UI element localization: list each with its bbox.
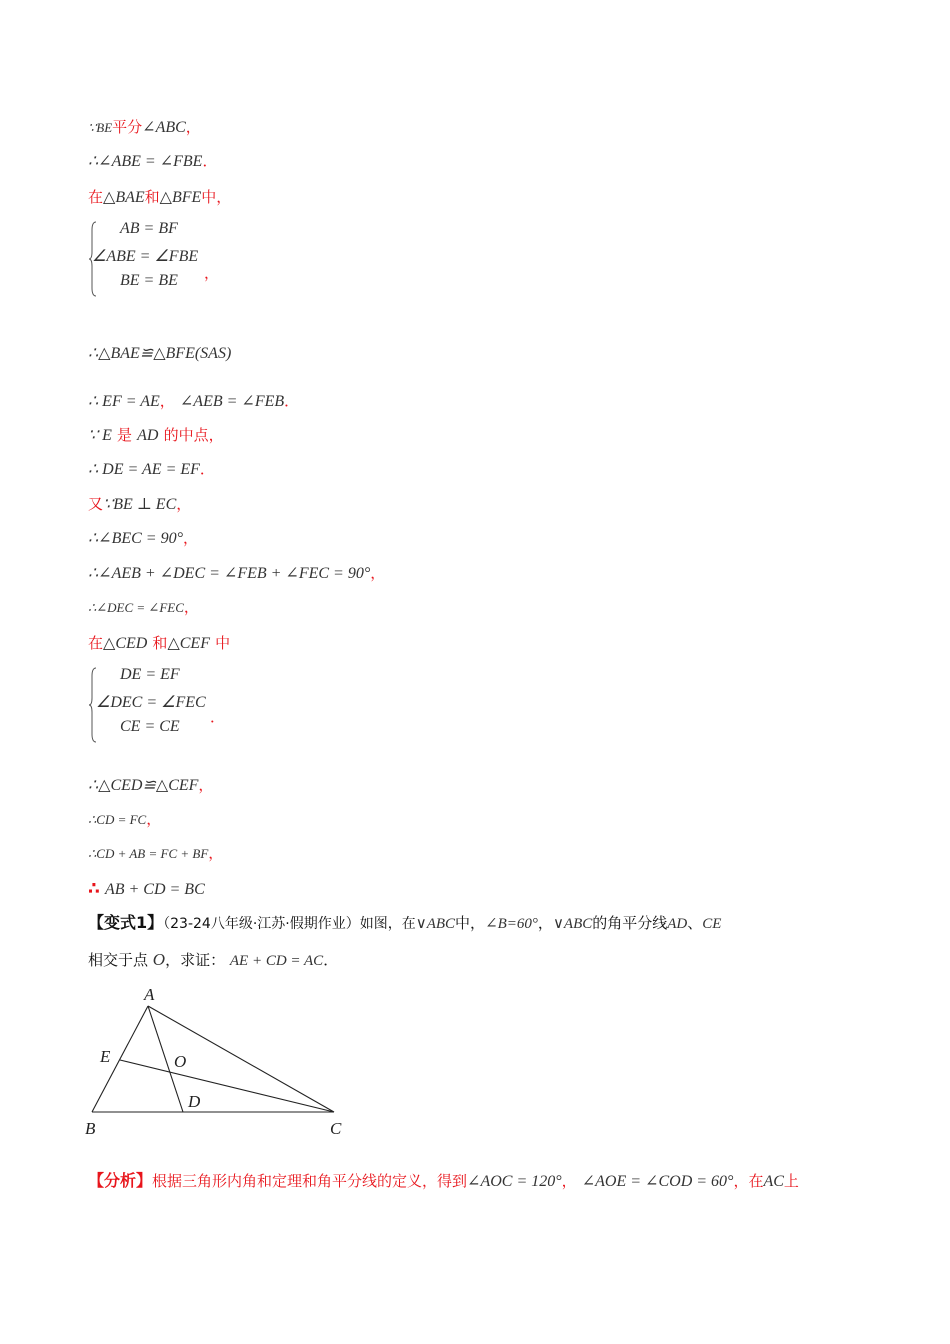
system-2-row-3: CE = CE: [120, 718, 180, 735]
proof-line-9: ∴∠BEC = 90°，: [88, 529, 199, 547]
triangle-figure: [80, 980, 370, 1140]
label-a: A: [144, 985, 155, 1004]
equation-system-1: [88, 220, 248, 298]
label-e: E: [100, 1047, 111, 1066]
variant-line-1: 【变式1】（23-24八年级·江苏·假期作业）如图，在∨ABC中，∠B=60°，∨ABC的角平分线AD、CE: [88, 913, 722, 932]
proof-line-6: ∵ E 是 AD 的中点，: [88, 426, 224, 444]
proof-line-16: ∴ AB + CD = BC: [88, 879, 205, 899]
system-1-row-1: AB = BF: [120, 220, 178, 237]
variant-line-2: 相交于点 O，求证： AE + CD = AC．: [88, 950, 339, 969]
system-1-row-3: BE = BE: [120, 272, 178, 289]
proof-line-10: ∴∠AEB + ∠DEC = ∠FEB + ∠FEC = 90°，: [88, 564, 386, 582]
proof-line-12: 在△CED 和△CEF 中: [88, 634, 231, 652]
proof-line-8: 又∵BE ⊥ EC，: [88, 495, 192, 513]
proof-line-2: ∴∠ABE = ∠FBE．: [88, 152, 218, 170]
variant-problem: [88, 908, 868, 976]
label-o: O: [174, 1052, 187, 1071]
system-2-row-1: DE = EF: [120, 666, 180, 683]
system-2-tail: ．: [210, 708, 226, 726]
proof-line-11: ∴∠DEC = ∠FEC，: [88, 598, 199, 616]
system-2-row-2: ∠DEC = ∠FEC: [96, 694, 206, 711]
proof-line-5: ∴ EF = AE， ∠AEB = ∠FEB．: [88, 392, 300, 410]
system-1-row-2: ∠ABE = ∠FBE: [92, 248, 199, 265]
equation-system-2: [88, 666, 248, 744]
bisector-ce: [120, 1060, 334, 1112]
proof-line-15: ∴CD + AB = FC + BF，: [88, 844, 224, 862]
label-c: C: [330, 1119, 342, 1138]
proof-line-14: ∴CD = FC，: [88, 810, 162, 828]
analysis-line: 【分析】根据三角形内角和定理和角平分线的定义，得到∠AOC = 120°， ∠AOE = ∠COD = 60°，在AC上: [88, 1171, 799, 1190]
proof-line-13: ∴△CED≌△CEF，: [88, 776, 214, 794]
proof-line-7: ∴ DE = AE = EF．: [88, 460, 215, 478]
system-1-tail: ，: [204, 264, 220, 282]
proof-line-1: ∵BE平分∠ABC，: [88, 118, 201, 136]
label-d: D: [188, 1092, 201, 1111]
label-b: B: [85, 1119, 96, 1138]
proof-line-4: ∴△BAE≌△BFE(SAS): [88, 345, 232, 362]
proof-line-3: 在△BAE和△BFE中，: [88, 188, 232, 206]
